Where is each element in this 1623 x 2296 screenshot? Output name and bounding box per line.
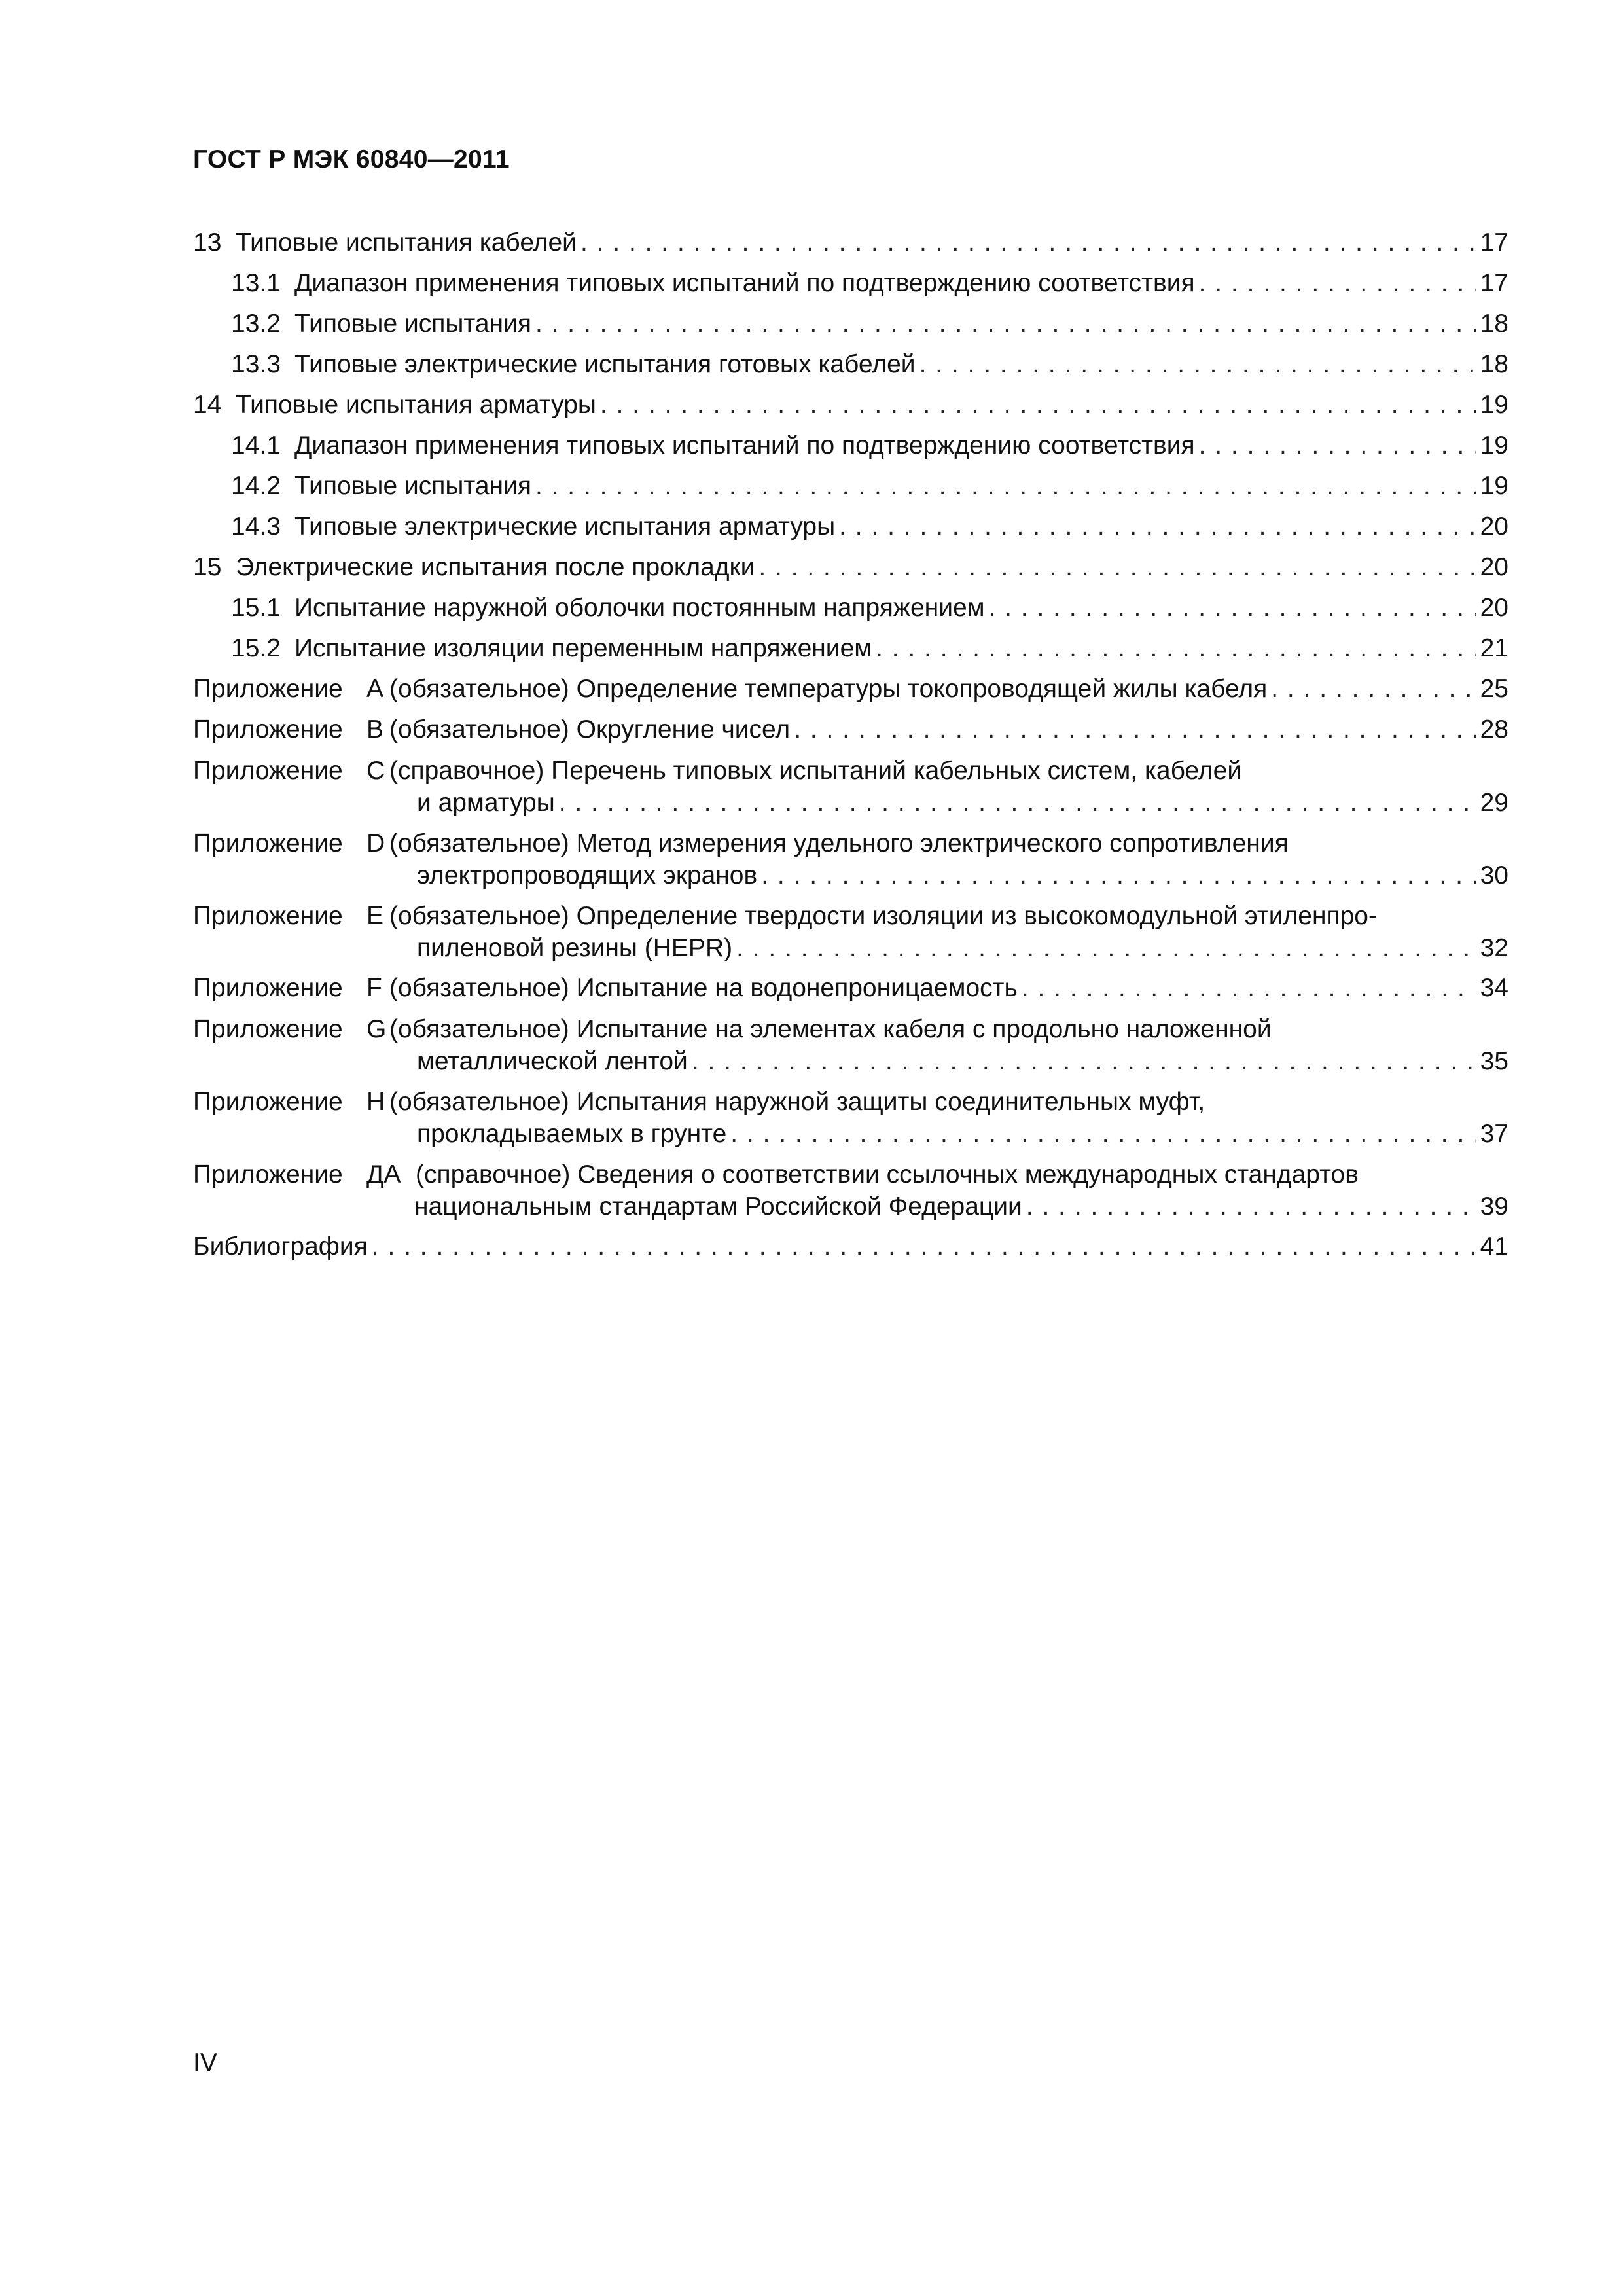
dot-leader [876, 628, 1476, 669]
appendix-title-continued: прокладываемых в грунте [417, 1120, 727, 1148]
toc-entry-page: 34 [1480, 974, 1508, 1002]
appendix-title: (обязательное) Метод измерения удельного электрического сопротивления [389, 829, 1289, 857]
toc-entry-page: 19 [1480, 472, 1508, 500]
toc-entry-15-1[interactable] [193, 588, 1508, 628]
toc-entry-number: 15 [193, 553, 222, 581]
toc-entry-appendix-da[interactable] [193, 1154, 1508, 1227]
toc-entry-title: Типовые испытания арматуры [236, 391, 596, 419]
toc-entry-page: 35 [1480, 1047, 1508, 1075]
toc-entry-number: 14.1 [231, 431, 281, 459]
appendix-letter: B [366, 715, 384, 744]
toc-entry-number: 14.2 [231, 472, 281, 500]
toc-entry-page: 21 [1480, 634, 1508, 662]
toc-entry-number: 13.3 [231, 350, 281, 378]
toc-entry-13-2[interactable] [193, 304, 1508, 344]
toc-entry-number: 13.1 [231, 269, 281, 297]
appendix-title: (обязательное) Испытания наружной защиты соединительных муфт, [389, 1088, 1205, 1116]
toc-entry-page: 32 [1480, 934, 1508, 962]
appendix-label: Приложение [193, 902, 343, 930]
document-header: ГОСТ Р МЭК 60840—2011 [193, 145, 510, 173]
toc-entry-page: 20 [1480, 594, 1508, 622]
toc-entry-page: 19 [1480, 431, 1508, 459]
dot-leader [1199, 263, 1476, 304]
toc-entry-title: Типовые испытания [294, 472, 531, 500]
dot-leader [736, 932, 1476, 964]
dot-leader [372, 1227, 1476, 1267]
appendix-title-continued: пиленовой резины (HEPR) [417, 934, 733, 962]
dot-leader [839, 507, 1476, 547]
dot-leader [1271, 669, 1476, 709]
toc-entry-title: Библиография [193, 1232, 368, 1261]
toc-entry-number: 15.1 [231, 594, 281, 622]
toc-entry-number: 13 [193, 228, 222, 257]
toc-entry-page: 18 [1480, 350, 1508, 378]
toc-entry-page: 37 [1480, 1120, 1508, 1148]
appendix-label: Приложение [193, 675, 343, 703]
toc-entry-appendix-c[interactable] [193, 750, 1508, 823]
toc-entry-number: 14.3 [231, 512, 281, 541]
dot-leader [1022, 968, 1476, 1009]
appendix-title: (обязательное) Испытание на элементах кабеля с продольно наложенной [389, 1015, 1272, 1043]
appendix-title: (обязательное) Определение твердости изоляции из высокомодульной этиленпро- [389, 902, 1377, 930]
toc-entry-title: Диапазон применения типовых испытаний по подтверждению соответствия [294, 431, 1195, 459]
toc-entry-appendix-h[interactable] [193, 1081, 1508, 1154]
toc-entry-title: Типовые электрические испытания арматуры [294, 512, 836, 541]
toc-entry-title: Типовые электрические испытания готовых кабелей [294, 350, 916, 378]
toc-entry-14[interactable] [193, 385, 1508, 425]
toc-entry-appendix-g[interactable] [193, 1009, 1508, 1081]
toc-entry-appendix-f[interactable] [193, 968, 1508, 1009]
appendix-title-continued: национальным стандартам Российской Федерации [414, 1193, 1022, 1221]
appendix-title-continued: электропроводящих экранов [417, 861, 758, 889]
appendix-letter: D [366, 829, 385, 857]
toc-entry-page: 30 [1480, 861, 1508, 889]
appendix-title: (справочное) Перечень типовых испытаний кабельных систем, кабелей [389, 757, 1242, 785]
toc-entry-page: 28 [1480, 715, 1508, 744]
appendix-label: Приложение [193, 829, 343, 857]
toc-entry-13-3[interactable] [193, 344, 1508, 385]
dot-leader [535, 466, 1476, 507]
toc-entry-page: 29 [1480, 789, 1508, 817]
toc-entry-page: 19 [1480, 391, 1508, 419]
toc-entry-number: 13.2 [231, 310, 281, 338]
dot-leader [761, 859, 1476, 891]
toc-entry-14-1[interactable] [193, 425, 1508, 466]
toc-entry-15-2[interactable] [193, 628, 1508, 669]
toc-entry-page: 17 [1480, 269, 1508, 297]
appendix-title: (обязательное) Испытание на водонепроницаемость [389, 974, 1018, 1002]
appendix-letter: C [366, 757, 385, 785]
toc-entry-appendix-b[interactable] [193, 709, 1508, 750]
toc-entry-13-1[interactable] [193, 263, 1508, 304]
dot-leader [1026, 1191, 1476, 1223]
toc-entry-appendix-d[interactable] [193, 823, 1508, 895]
appendix-title: (обязательное) Округление чисел [389, 715, 791, 744]
toc-entry-page: 18 [1480, 310, 1508, 338]
appendix-label: Приложение [193, 1160, 343, 1189]
appendix-letter: G [366, 1015, 387, 1043]
toc-entry-page: 17 [1480, 228, 1508, 257]
page-number: IV [193, 2049, 217, 2077]
dot-leader [535, 304, 1476, 344]
appendix-letter: ДА [366, 1160, 401, 1189]
toc-entry-13[interactable] [193, 223, 1508, 263]
dot-leader [919, 344, 1476, 385]
appendix-letter: H [366, 1088, 385, 1116]
toc-entry-page: 41 [1480, 1232, 1508, 1261]
toc-entry-14-3[interactable] [193, 507, 1508, 547]
toc-entry-page: 20 [1480, 512, 1508, 541]
dot-leader [989, 588, 1476, 628]
dot-leader [692, 1045, 1476, 1077]
table-of-contents [193, 223, 1508, 1267]
toc-entry-title: Испытание изоляции переменным напряжением [294, 634, 872, 662]
toc-entry-appendix-e[interactable] [193, 895, 1508, 968]
toc-entry-title: Диапазон применения типовых испытаний по подтверждению соответствия [294, 269, 1195, 297]
toc-entry-title: Типовые испытания кабелей [236, 228, 577, 257]
toc-entry-bibliography[interactable] [193, 1227, 1508, 1267]
appendix-label: Приложение [193, 974, 343, 1002]
dot-leader [1199, 425, 1476, 466]
dot-leader [559, 787, 1476, 819]
dot-leader [758, 547, 1476, 588]
toc-entry-page: 25 [1480, 675, 1508, 703]
appendix-label: Приложение [193, 1015, 343, 1043]
toc-entry-page: 39 [1480, 1193, 1508, 1221]
toc-entry-title: Испытание наружной оболочки постоянным напряжением [294, 594, 985, 622]
dot-leader [580, 223, 1476, 263]
appendix-letter: E [366, 902, 384, 930]
appendix-title: (обязательное) Определение температуры токопроводящей жилы кабеля [389, 675, 1268, 703]
appendix-letter: A [366, 675, 384, 703]
appendix-title-continued: и арматуры [417, 789, 555, 817]
appendix-title-continued: металлической лентой [417, 1047, 688, 1075]
toc-entry-title: Электрические испытания после прокладки [236, 553, 755, 581]
appendix-label: Приложение [193, 1088, 343, 1116]
appendix-letter: F [366, 974, 382, 1002]
toc-entry-14-2[interactable] [193, 466, 1508, 507]
dot-leader [730, 1118, 1476, 1150]
appendix-label: Приложение [193, 757, 343, 785]
appendix-label: Приложение [193, 715, 343, 744]
toc-entry-appendix-a[interactable] [193, 669, 1508, 709]
toc-entry-number: 15.2 [231, 634, 281, 662]
appendix-title: (справочное) Сведения о соответствии ссылочных международных стандартов [416, 1160, 1359, 1189]
toc-entry-15[interactable] [193, 547, 1508, 588]
toc-entry-title: Типовые испытания [294, 310, 531, 338]
dot-leader [600, 385, 1476, 425]
toc-entry-page: 20 [1480, 553, 1508, 581]
dot-leader [794, 709, 1476, 750]
toc-entry-number: 14 [193, 391, 222, 419]
